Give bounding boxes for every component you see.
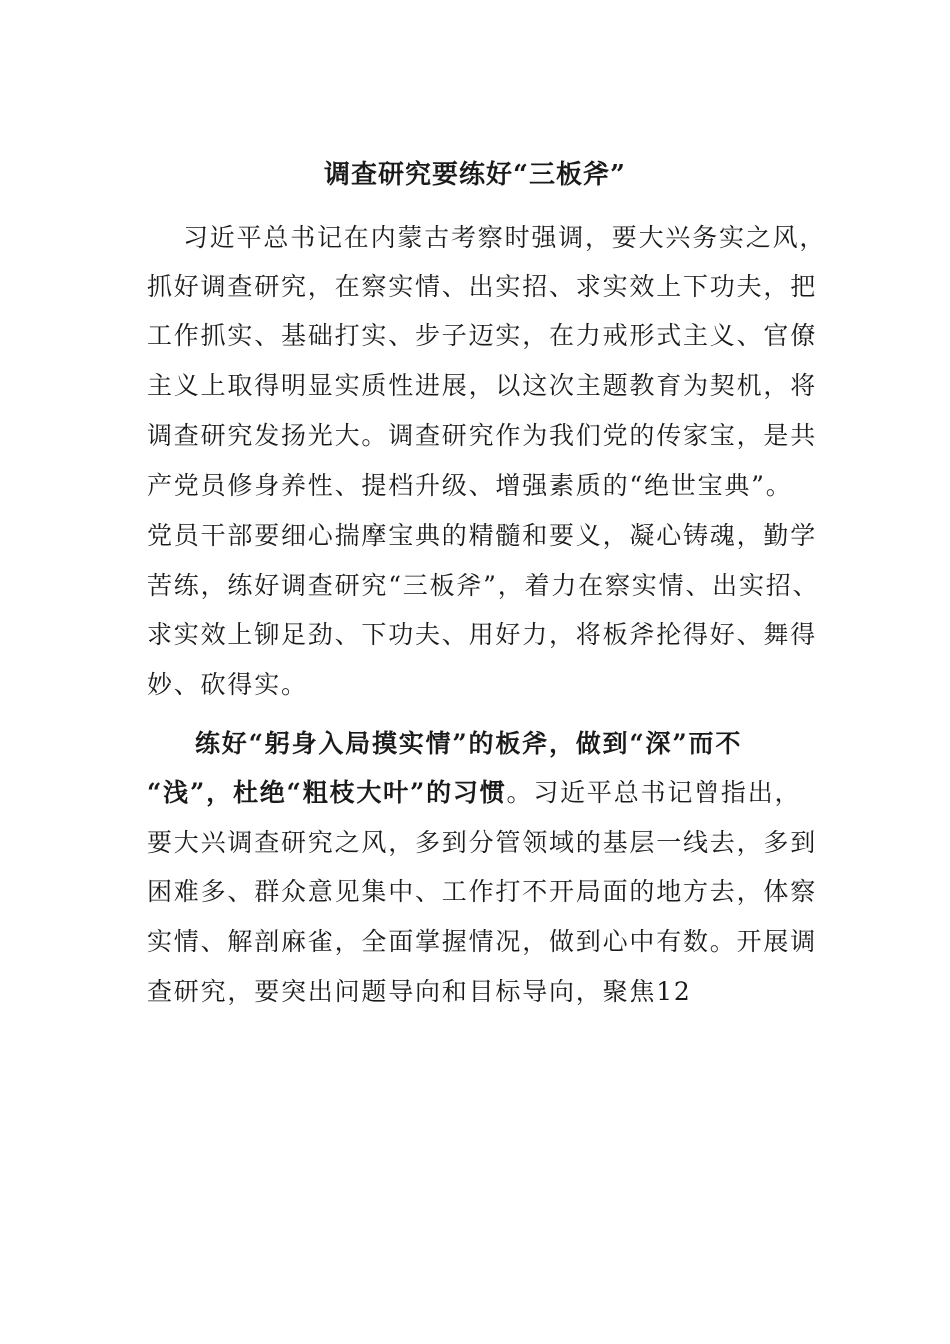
paragraph-2-line-5: 实情、解剖麻雀，全面掌握情况，做到心中有数。开展调	[147, 927, 818, 956]
paragraph-1-line-6: 产党员修身养性、提档升级、增强素质的“绝世宝典”。	[147, 471, 793, 500]
paragraph-2-heading-line-2: “浅”，杜绝“粗枝大叶”的习惯	[147, 778, 507, 807]
paragraph-2-line-2	[147, 773, 801, 813]
paragraph-1-line-10: 妙、砍得实。	[147, 670, 308, 699]
paragraph-2-line-2-rest: 。习近平总书记曾指出，	[506, 778, 802, 807]
paragraph-1-line-4: 主义上取得明显实质性进展，以这次主题教育为契机，将	[147, 371, 818, 400]
paragraph-1-line-2: 抓好调查研究，在察实情、出实招、求实效上下功夫，把	[147, 272, 818, 301]
paragraph-1-line-3: 工作抓实、基础打实、步子迈实，在力戒形式主义、官僚	[147, 321, 818, 350]
paragraph-1-line-8: 苦练，练好调查研究“三板斧”，着力在察实情、出实招、	[147, 571, 820, 600]
document-title: 调查研究要练好“三板斧”	[324, 160, 626, 190]
paragraph-2-line-3: 要大兴调查研究之风，多到分管领域的基层一线去，多到	[147, 828, 818, 857]
paragraph-2-line-6: 查研究，要突出问题导向和目标导向，聚焦12	[147, 977, 692, 1006]
paragraph-1-line-1: 习近平总书记在内蒙古考察时强调，要大兴务实之风，	[183, 223, 827, 252]
paragraph-1-line-5: 调查研究发扬光大。调查研究作为我们党的传家宝，是共	[147, 421, 818, 450]
paragraph-2-heading-line-1: 练好“躬身入局摸实情”的板斧，做到“深”而不	[195, 729, 743, 758]
paragraph-1-line-7: 党员干部要细心揣摩宝典的精髓和要义，凝心铸魂，勤学	[147, 521, 818, 550]
paragraph-2-line-4: 困难多、群众意见集中、工作打不开局面的地方去，体察	[147, 877, 818, 906]
paragraph-1-line-9: 求实效上铆足劲、下功夫、用好力，将板斧抡得好、舞得	[147, 620, 818, 649]
